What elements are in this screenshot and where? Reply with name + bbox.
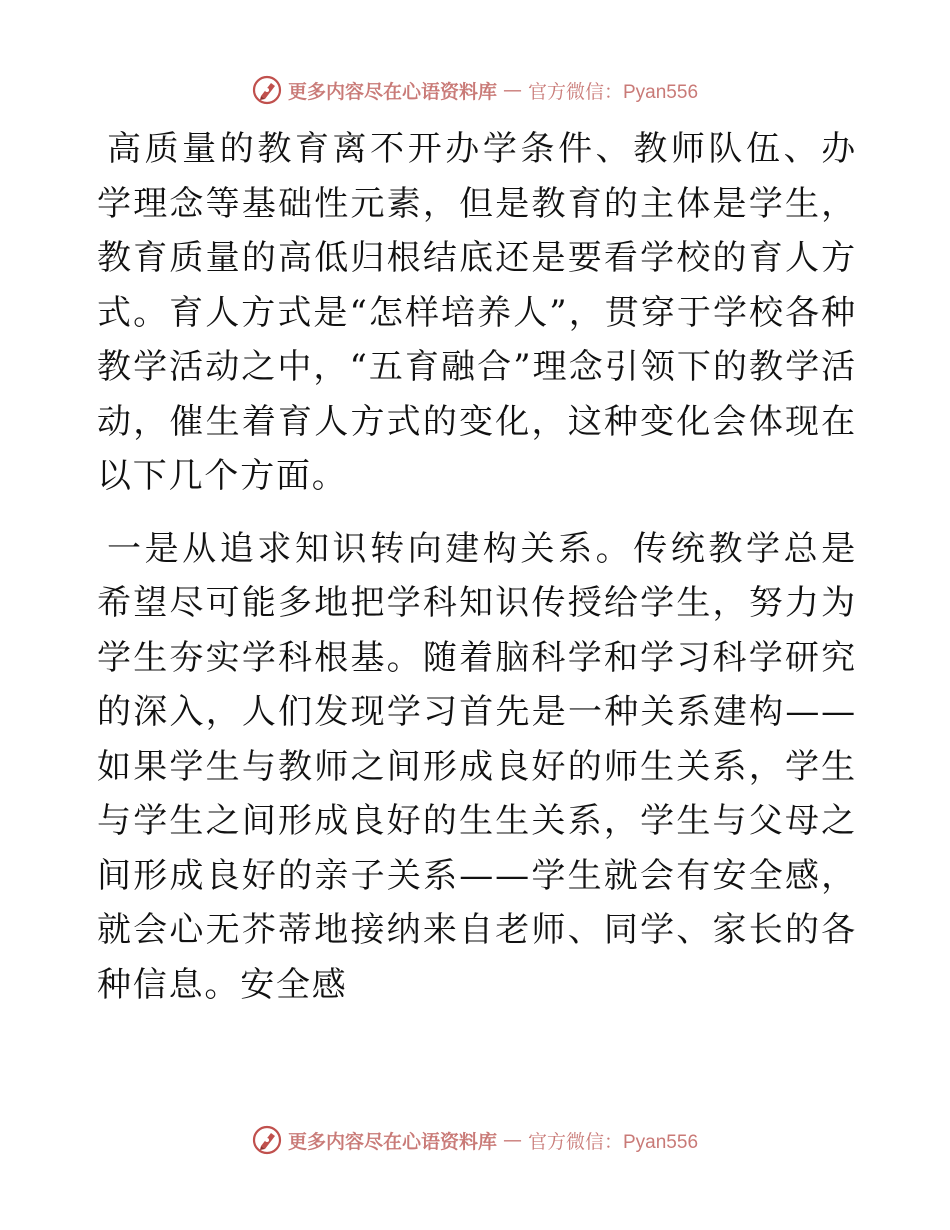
watermark-site-text: 更多内容尽在心语资料库 bbox=[287, 1130, 497, 1153]
watermark-site-text: 更多内容尽在心语资料库 bbox=[287, 80, 497, 103]
header-watermark bbox=[0, 70, 950, 110]
pen-logo-icon bbox=[252, 1125, 282, 1155]
watermark-wechat-text: 官方微信：Pyan556 bbox=[528, 1131, 699, 1153]
pen-logo-icon bbox=[252, 75, 282, 105]
watermark-wechat-text: 官方微信：Pyan556 bbox=[528, 81, 699, 103]
paragraph-2: 一是从追求知识转向建构关系。传统教学总是希望尽可能多地把学科知识传授给学生，努力为学生夯实学科根基。随着脑科学和学习科学研究的深入，人们发现学习首先是一种关系建构——如果学生与教师之间形成良好的师生关系，学生与学生之间形成良好的生生关系，学生与父母之间形成良好的亲子关系——学生就会有安全感，就会心无芥蒂地接纳来自老师、同学、家长的各种信息。安全感 bbox=[97, 528, 857, 1005]
watermark-separator: — bbox=[503, 1129, 522, 1151]
watermark-separator: — bbox=[503, 79, 522, 101]
document-body bbox=[97, 122, 857, 1012]
footer-watermark bbox=[0, 1120, 950, 1160]
paragraph-1: 高质量的教育离不开办学条件、教师队伍、办学理念等基础性元素，但是教育的主体是学生，教育质量的高低归根结底还是要看学校的育人方式。育人方式是“怎样培养人”，贯穿于学校各种教学活动之中，“五育融合”理念引领下的教学活动，催生着育人方式的变化，这种变化会体现在以下几个方面。 bbox=[97, 129, 857, 496]
